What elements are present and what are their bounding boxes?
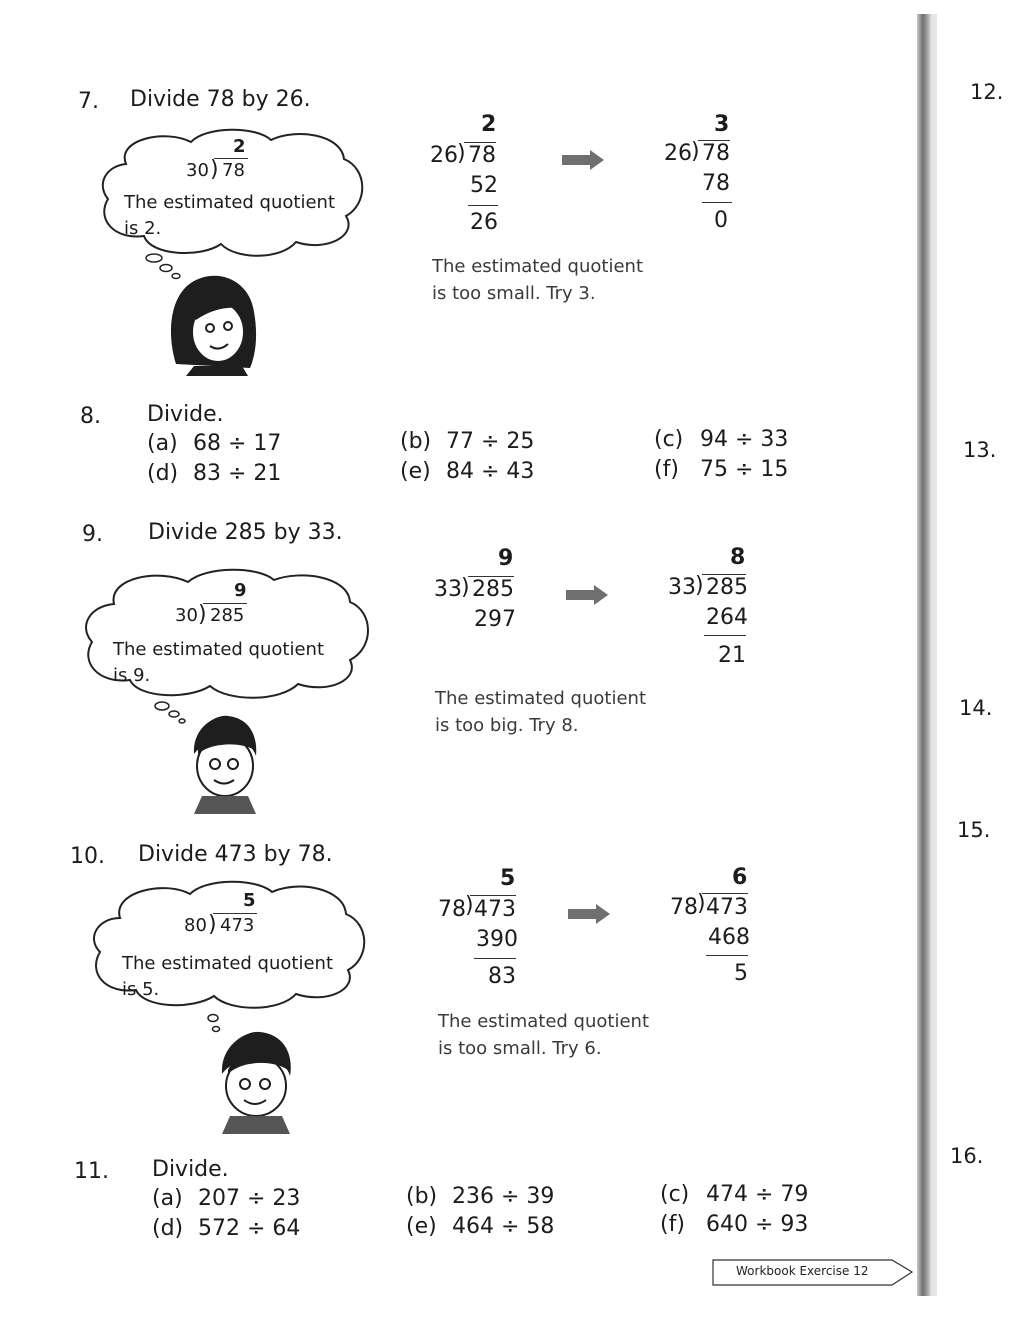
q8-item-d: (d) 83 ÷ 21 bbox=[147, 461, 282, 486]
cloud-q7-vinculum bbox=[214, 158, 248, 159]
ld-q9b-product: 264 bbox=[706, 605, 748, 630]
ld-q7a-dividend: 78 bbox=[468, 143, 496, 168]
ld-q7a-divisor: 26 bbox=[430, 143, 458, 168]
right-arrow-icon bbox=[566, 585, 608, 605]
ld-q10a-divisor: 78 bbox=[438, 897, 466, 922]
question-10-title: Divide 473 by 78. bbox=[138, 842, 333, 867]
ld-q9a-product: 297 bbox=[474, 607, 516, 632]
cloud-q10-dividend: 473 bbox=[220, 915, 255, 936]
ld-q10b-dividend: 473 bbox=[706, 895, 748, 920]
side-number-12: 12. bbox=[970, 80, 1004, 104]
q10-caption-line-1: The estimated quotient bbox=[438, 1011, 649, 1032]
cloud-q9-divisor: 30 bbox=[175, 605, 198, 626]
question-9-number: 9. bbox=[82, 522, 103, 547]
q11-item-a: (a) 207 ÷ 23 bbox=[152, 1186, 301, 1211]
long-division-q7-second bbox=[660, 112, 800, 242]
ld-q7a-quotient: 2 bbox=[481, 112, 497, 137]
ld-q7b-rule bbox=[702, 202, 732, 203]
long-division-q7-first bbox=[426, 112, 566, 242]
boy-illustration-q10 bbox=[216, 1030, 296, 1134]
thought-bubbles-q9 bbox=[152, 698, 192, 726]
cloud-q9-vinculum bbox=[203, 603, 247, 604]
ld-q9a-bracket: ) bbox=[461, 575, 470, 600]
cloud-q10-divisor: 80 bbox=[184, 915, 207, 936]
cloud-q9-quotient: 9 bbox=[234, 580, 247, 601]
ld-q10b-rule bbox=[706, 955, 748, 956]
q11-item-c: (c) 474 ÷ 79 bbox=[660, 1182, 809, 1207]
ld-q9b-rule bbox=[704, 635, 746, 636]
ld-q9b-quotient: 8 bbox=[730, 545, 746, 570]
ld-q7b-dividend: 78 bbox=[702, 141, 730, 166]
ld-q9b-dividend: 285 bbox=[706, 575, 748, 600]
cloud-q9-text-1: The estimated quotient bbox=[113, 639, 324, 660]
ld-q9b-divisor: 33 bbox=[668, 575, 696, 600]
cloud-q7-bracket: ) bbox=[210, 157, 219, 182]
q7-caption-line-2: is too small. Try 3. bbox=[432, 283, 596, 304]
ld-q10a-rule bbox=[474, 958, 516, 959]
long-division-q10-second bbox=[668, 865, 808, 995]
q7-caption-line-1: The estimated quotient bbox=[432, 256, 643, 277]
question-8-title: Divide. bbox=[147, 402, 224, 427]
question-11-number: 11. bbox=[74, 1159, 109, 1184]
q10-caption-line-2: is too small. Try 6. bbox=[438, 1038, 602, 1059]
ld-q10b-remainder: 5 bbox=[734, 961, 748, 986]
cloud-q10-vinculum bbox=[213, 913, 257, 914]
q8-item-c: (c) 94 ÷ 33 bbox=[654, 427, 789, 452]
ld-q9a-divisor: 33 bbox=[434, 577, 462, 602]
q9-caption-line-1: The estimated quotient bbox=[435, 688, 646, 709]
question-11-title: Divide. bbox=[152, 1157, 229, 1182]
ld-q7b-product: 78 bbox=[702, 171, 730, 196]
ld-q7a-remainder: 26 bbox=[470, 210, 498, 235]
ld-q10b-quotient: 6 bbox=[732, 865, 748, 890]
q11-item-b: (b) 236 ÷ 39 bbox=[406, 1184, 555, 1209]
q8-item-e: (e) 84 ÷ 43 bbox=[400, 459, 535, 484]
ld-q10a-bracket: ) bbox=[465, 893, 474, 918]
right-arrow-icon bbox=[568, 904, 610, 924]
cloud-q10-quotient: 5 bbox=[243, 890, 256, 911]
q11-item-d: (d) 572 ÷ 64 bbox=[152, 1216, 301, 1241]
long-division-q10-first bbox=[434, 866, 574, 996]
ld-q9b-remainder: 21 bbox=[718, 643, 746, 668]
long-division-q9-first bbox=[430, 546, 570, 646]
cloud-q7-dividend: 78 bbox=[222, 160, 245, 181]
ld-q9a-quotient: 9 bbox=[498, 546, 514, 571]
ld-q10b-divisor: 78 bbox=[670, 895, 698, 920]
ld-q10b-bracket: ) bbox=[697, 891, 706, 916]
ld-q7b-bracket: ) bbox=[691, 139, 700, 164]
ld-q9b-bracket: ) bbox=[695, 573, 704, 598]
workbook-exercise-label: Workbook Exercise 12 bbox=[736, 1264, 869, 1278]
side-number-16: 16. bbox=[950, 1144, 984, 1168]
ld-q9a-dividend: 285 bbox=[472, 577, 514, 602]
q8-item-b: (b) 77 ÷ 25 bbox=[400, 429, 535, 454]
ld-q10a-quotient: 5 bbox=[500, 866, 516, 891]
q9-caption-line-2: is too big. Try 8. bbox=[435, 715, 579, 736]
cloud-q7-text-2: is 2. bbox=[124, 218, 162, 239]
ld-q7a-bracket: ) bbox=[457, 141, 466, 166]
q8-item-a: (a) 68 ÷ 17 bbox=[147, 431, 282, 456]
question-7-number: 7. bbox=[78, 89, 99, 114]
cloud-q9-text-2: is 9. bbox=[113, 665, 151, 686]
ld-q7b-divisor: 26 bbox=[664, 141, 692, 166]
ld-q7a-product: 52 bbox=[470, 173, 498, 198]
long-division-q9-second bbox=[664, 545, 804, 675]
ld-q7b-quotient: 3 bbox=[714, 112, 730, 137]
cloud-q9-dividend: 285 bbox=[210, 605, 245, 626]
q8-item-f: (f) 75 ÷ 15 bbox=[654, 457, 789, 482]
q11-item-f: (f) 640 ÷ 93 bbox=[660, 1212, 809, 1237]
ld-q10b-vinculum bbox=[702, 893, 748, 894]
ld-q10a-product: 390 bbox=[476, 927, 518, 952]
cloud-q10-text-1: The estimated quotient bbox=[122, 953, 333, 974]
page-binding-edge bbox=[917, 14, 931, 1296]
side-number-13: 13. bbox=[963, 438, 997, 462]
ld-q7a-rule bbox=[468, 205, 498, 206]
question-8-number: 8. bbox=[80, 404, 101, 429]
q11-item-e: (e) 464 ÷ 58 bbox=[406, 1214, 555, 1239]
ld-q10a-vinculum bbox=[470, 895, 516, 896]
side-number-14: 14. bbox=[959, 696, 993, 720]
cloud-q7-text-1: The estimated quotient bbox=[124, 192, 335, 213]
ld-q10b-product: 468 bbox=[708, 925, 750, 950]
boy-illustration-q9 bbox=[188, 714, 260, 814]
ld-q10a-dividend: 473 bbox=[474, 897, 516, 922]
question-9-title: Divide 285 by 33. bbox=[148, 520, 343, 545]
question-7-title: Divide 78 by 26. bbox=[130, 87, 311, 112]
cloud-q7-divisor: 30 bbox=[186, 160, 209, 181]
cloud-q9-bracket: ) bbox=[198, 602, 207, 627]
right-arrow-icon bbox=[562, 150, 604, 170]
girl-illustration bbox=[166, 272, 258, 376]
cloud-q10-bracket: ) bbox=[208, 912, 217, 937]
page-binding-shadow bbox=[931, 14, 937, 1296]
cloud-q10-text-2: is 5. bbox=[122, 979, 160, 1000]
cloud-q7-quotient: 2 bbox=[233, 136, 246, 157]
side-number-15: 15. bbox=[957, 818, 991, 842]
ld-q7b-remainder: 0 bbox=[714, 208, 728, 233]
ld-q10a-remainder: 83 bbox=[488, 964, 516, 989]
question-10-number: 10. bbox=[70, 844, 105, 869]
